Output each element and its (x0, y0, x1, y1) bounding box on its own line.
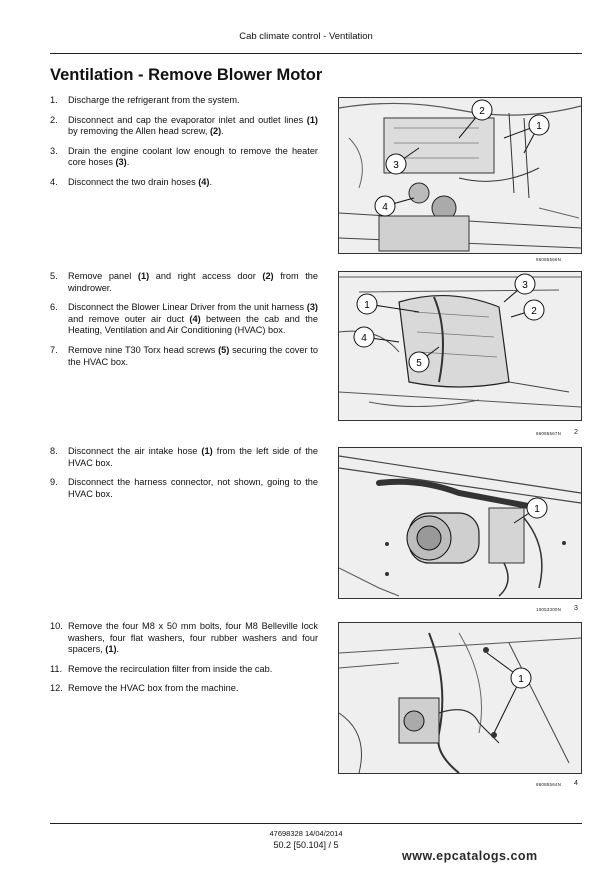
figure-4 (338, 622, 582, 797)
svg-text:5: 5 (416, 358, 422, 369)
figure-4-illustration (338, 622, 582, 774)
step-group-3 (50, 446, 318, 508)
step-text: Remove the HVAC box from the machine. (68, 683, 239, 694)
figure-2-number: 2 (574, 429, 578, 436)
callout-3 (515, 274, 535, 294)
figure-4-drawing (339, 623, 581, 773)
callout-1 (527, 498, 547, 518)
svg-text:1: 1 (536, 121, 542, 132)
svg-text:1: 1 (518, 674, 524, 685)
callout-3 (386, 154, 406, 174)
step-3 (50, 146, 318, 169)
step-9 (50, 477, 318, 500)
callout-1 (511, 668, 531, 688)
callout-5 (409, 352, 429, 372)
figure-2-code: 86085567N (536, 431, 562, 436)
step-number: 1. (50, 95, 58, 105)
step-number: 8. (50, 446, 58, 456)
step-5 (50, 271, 318, 294)
footer-page-number: 50.2 [50.104] / 5 (273, 840, 339, 850)
step-text: Disconnect the harness connector, not shown, going to the HVAC box. (68, 477, 318, 499)
step-text: Discharge the refrigerant from the system. (68, 95, 240, 105)
step-2 (50, 115, 318, 138)
step-number: 4. (50, 176, 58, 187)
figure-3-number: 3 (574, 605, 578, 612)
step-text: Remove the four M8 x 50 mm bolts, four M8 Belleville lock washers, four flat washers, four rubber washers and four spacers, (1). (68, 621, 318, 655)
step-7 (50, 345, 318, 368)
callout-4 (354, 327, 374, 347)
svg-text:1: 1 (534, 504, 540, 515)
svg-text:3: 3 (393, 160, 399, 171)
footer-rule (50, 823, 582, 824)
header-rule (50, 53, 582, 54)
figure-1 (338, 97, 582, 272)
callout-1 (529, 115, 549, 135)
figure-2-illustration (338, 271, 582, 421)
step-number: 11. (50, 663, 63, 674)
svg-text:4: 4 (361, 333, 367, 344)
figure-4-code: 86085564N (536, 782, 562, 787)
callout-2 (524, 300, 544, 320)
figure-3-drawing (339, 448, 581, 598)
step-12 (50, 683, 318, 695)
step-number: 3. (50, 145, 58, 156)
step-10 (50, 621, 318, 656)
step-group-4 (50, 621, 318, 703)
callout-1 (357, 294, 377, 314)
figure-1-code: 86085566N (536, 257, 562, 262)
svg-text:1: 1 (364, 300, 370, 311)
step-4 (50, 177, 318, 189)
step-number: 2. (50, 114, 58, 125)
step-text: Disconnect the Blower Linear Driver from the unit harness (3) and remove outer air duct (4) between the cab and the Heating, Ventilation and Air Conditioning (HVAC) box. (68, 302, 319, 336)
step-number: 10. (50, 621, 63, 631)
callout-4 (375, 196, 395, 216)
step-1 (50, 95, 318, 107)
callout-2 (472, 100, 492, 120)
step-number: 5. (50, 271, 58, 281)
section-title: Ventilation - Remove Blower Motor (50, 66, 323, 84)
svg-text:4: 4 (382, 202, 388, 213)
step-8 (50, 446, 318, 469)
figure-2 (338, 271, 582, 446)
step-number: 6. (50, 302, 58, 313)
svg-text:2: 2 (531, 306, 537, 317)
step-11 (50, 664, 318, 676)
step-text: Disconnect the two drain hoses (4). (68, 176, 213, 187)
step-number: 7. (50, 344, 58, 355)
step-group-1 (50, 95, 318, 197)
figure-4-number: 4 (574, 780, 578, 787)
svg-text:2: 2 (479, 106, 485, 117)
step-6 (50, 302, 318, 337)
svg-text:3: 3 (522, 280, 528, 291)
figure-3-illustration (338, 447, 582, 599)
step-text: Disconnect and cap the evaporator inlet and outlet lines (1) by removing the Allen head screw, (2). (68, 114, 318, 137)
footer-document-date: 47698328 14/04/2014 (269, 829, 343, 838)
figure-3 (338, 447, 582, 622)
step-text: Drain the engine coolant low enough to remove the heater core hoses (3). (68, 145, 318, 168)
figure-1-drawing (339, 98, 581, 253)
figure-1-illustration (338, 97, 582, 254)
step-text: Remove the recirculation filter from inside the cab. (68, 663, 273, 674)
step-group-2 (50, 271, 318, 376)
figure-3-code: 10053300N (536, 607, 562, 612)
step-number: 9. (50, 477, 58, 488)
watermark: www.epcatalogs.com (402, 849, 538, 863)
step-number: 12. (50, 683, 63, 694)
step-text: Remove panel (1) and right access door (2) from the windrower. (68, 271, 318, 293)
figure-2-drawing (339, 272, 581, 420)
running-header: Cab climate control - Ventilation (239, 31, 373, 42)
step-text: Disconnect the air intake hose (1) from the left side of the HVAC box. (68, 446, 318, 468)
step-text: Remove nine T30 Torx head screws (5) securing the cover to the HVAC box. (68, 344, 318, 367)
